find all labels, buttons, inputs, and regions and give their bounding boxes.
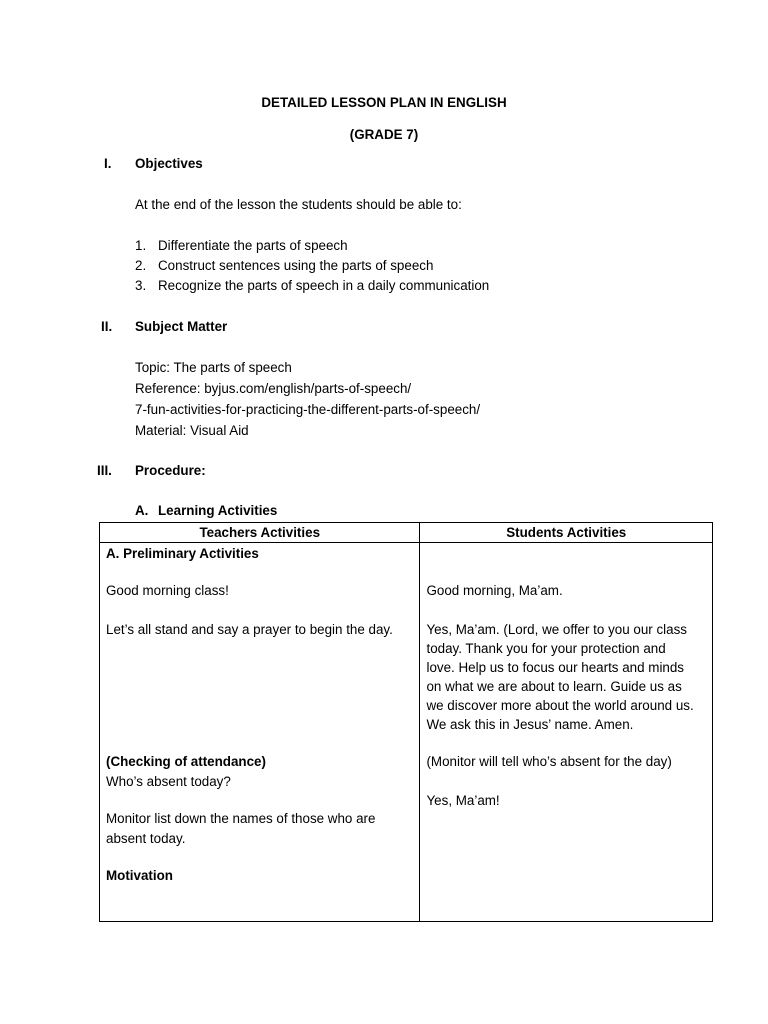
table-header-teachers: Teachers Activities [100, 523, 420, 543]
objective-text: Construct sentences using the parts of speech [158, 258, 434, 273]
student-prayer-line: today. Thank you for your protection and [426, 641, 666, 656]
objective-number: 2. [135, 258, 147, 273]
subject-material: Material: Visual Aid [135, 423, 249, 438]
subject-topic: Topic: The parts of speech [135, 360, 292, 375]
grade-label: (GRADE 7) [349, 127, 419, 142]
table-header-students: Students Activities [420, 523, 713, 543]
teacher-absent-question: Who’s absent today? [106, 774, 231, 789]
student-prayer-line: we discover more about the world around us. [426, 698, 694, 713]
section-number-procedure: III. [97, 463, 112, 478]
motivation-heading: Motivation [106, 868, 173, 883]
student-yes-response: Yes, Ma’am! [426, 793, 500, 808]
teacher-monitor-line-1: Monitor list down the names of those who are [106, 811, 376, 826]
document-title: DETAILED LESSON PLAN IN ENGLISH [261, 95, 507, 110]
preliminary-activities-heading: A. Preliminary Activities [106, 546, 259, 561]
teacher-activities-cell [100, 543, 420, 922]
table-header-row [100, 523, 713, 543]
teacher-prayer-instruction: Let’s all stand and say a prayer to begin the day. [106, 622, 393, 637]
section-heading-subject: Subject Matter [135, 319, 228, 334]
subsection-number: A. [135, 503, 149, 518]
teacher-greeting: Good morning class! [106, 583, 229, 598]
student-prayer-line: on what we are about to learn. Guide us as [426, 679, 682, 694]
student-prayer-line: love. Help us to focus our hearts and minds [426, 660, 685, 675]
subsection-heading: Learning Activities [158, 503, 278, 518]
student-monitor-response: (Monitor will tell who’s absent for the day) [426, 754, 672, 769]
attendance-heading: (Checking of attendance) [106, 754, 266, 769]
section-number-objectives: I. [104, 156, 112, 171]
student-prayer-line: We ask this in Jesus’ name. Amen. [426, 717, 634, 732]
objective-number: 1. [135, 238, 147, 253]
student-activities-cell [420, 543, 713, 922]
table-row [100, 543, 713, 922]
student-greeting: Good morning, Ma’am. [426, 583, 563, 598]
section-number-subject: II. [101, 319, 113, 334]
objective-number: 3. [135, 278, 147, 293]
subject-reference: Reference: byjus.com/english/parts-of-speech/ [135, 381, 412, 396]
teacher-monitor-line-2: absent today. [106, 831, 186, 846]
student-prayer-line: Yes, Ma’am. (Lord, we offer to you our class [426, 622, 687, 637]
section-heading-procedure: Procedure: [135, 463, 206, 478]
section-heading-objectives: Objectives [135, 156, 203, 171]
objectives-intro: At the end of the lesson the students should be able to: [135, 197, 462, 212]
objective-text: Differentiate the parts of speech [158, 238, 348, 253]
learning-activities-table [99, 522, 713, 922]
subject-reference-continued: 7-fun-activities-for-practicing-the-different-parts-of-speech/ [135, 402, 481, 417]
objective-text: Recognize the parts of speech in a daily communication [158, 278, 490, 293]
